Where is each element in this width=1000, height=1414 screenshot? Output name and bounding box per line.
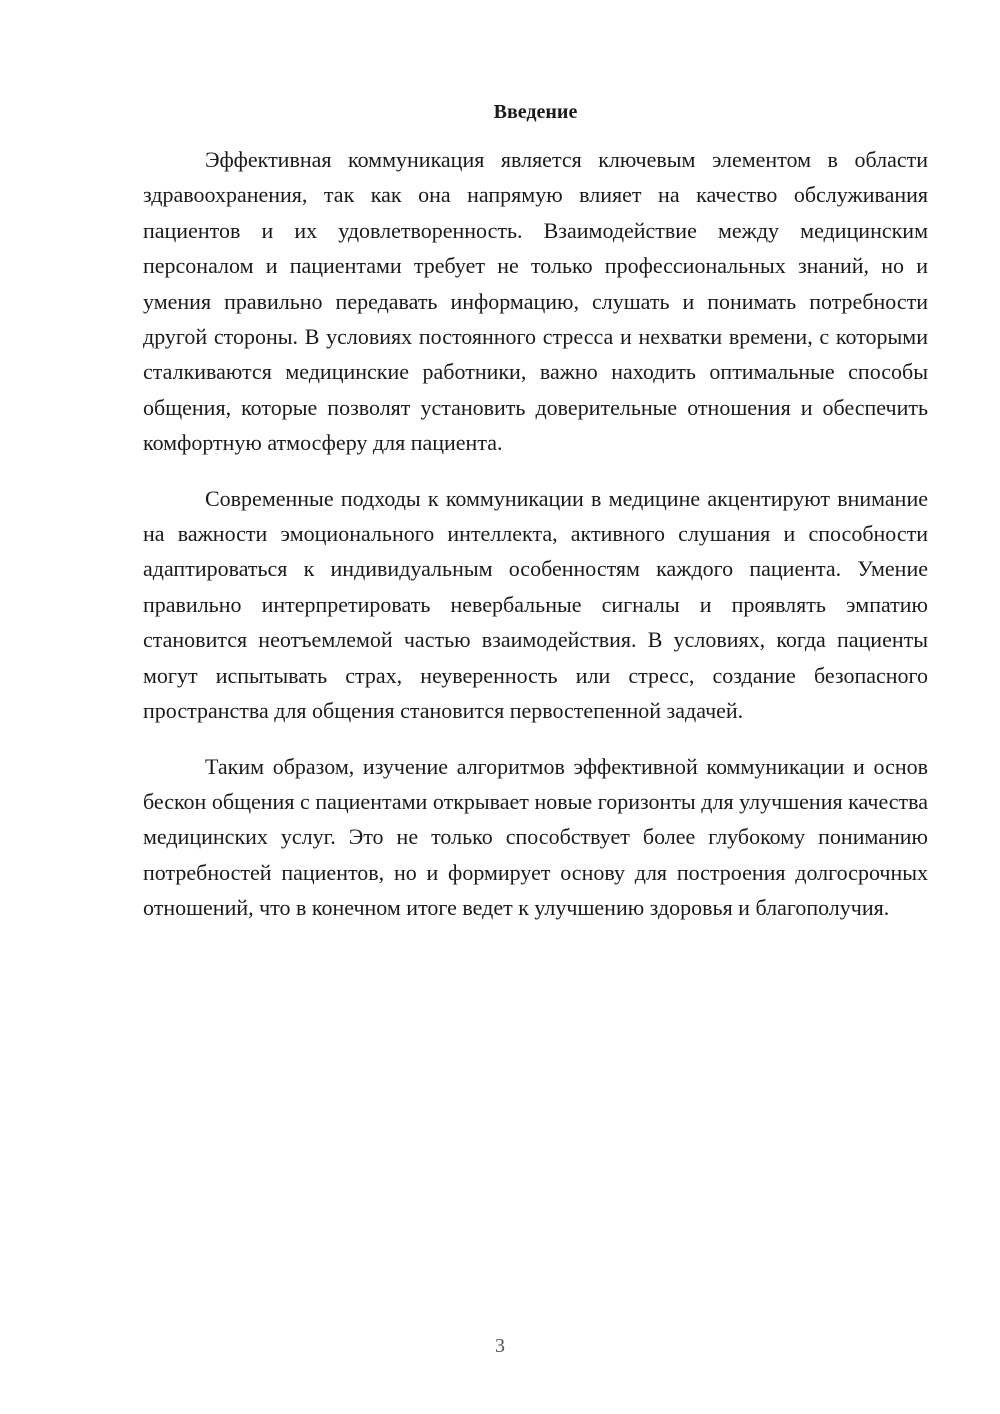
section-heading: Введение [493,101,578,123]
paragraph-1: Эффективная коммуникация является ключевым элементом в области здравоохранения, так как она напрямую влияет на качество обслуживания пациентов и их удовлетворенность. Взаимодействие между медицинским персоналом и пациентами требует не только профессиональных знаний, но и умения правильно передавать информацию, слушать и понимать потребности другой стороны. В условиях постоянного стресса и нехватки времени, с которыми сталкиваются медицинские работники, важно находить оптимальные способы общения, которые позволят установить доверительные отношения и обеспечить комфортную атмосферу для пациента. [143,147,928,456]
body-text [143,142,928,946]
paragraph-3: Таким образом, изучение алгоритмов эффективной коммуникации и основ бескон общения с пациентами открывает новые горизонты для улучшения качества медицинских услуг. Это не только способствует более глубокому пониманию потребностей пациентов, но и формирует основу для построения долгосрочных отношений, что в конечном итоге ведет к улучшению здоровья и благополучия. [143,753,928,921]
page-number: 3 [495,1335,505,1357]
paragraph-2: Современные подходы к коммуникации в медицине акцентируют внимание на важности эмоционального интеллекта, активного слушания и способности адаптироваться к индивидуальным особенностям каждого пациента. Умение правильно интерпретировать невербальные сигналы и проявлять эмпатию становится неотъемлемой частью взаимодействия. В условиях, когда пациенты могут испытывать страх, неуверенность или стресс, создание безопасного пространства для общения становится первостепенной задачей. [143,485,928,724]
